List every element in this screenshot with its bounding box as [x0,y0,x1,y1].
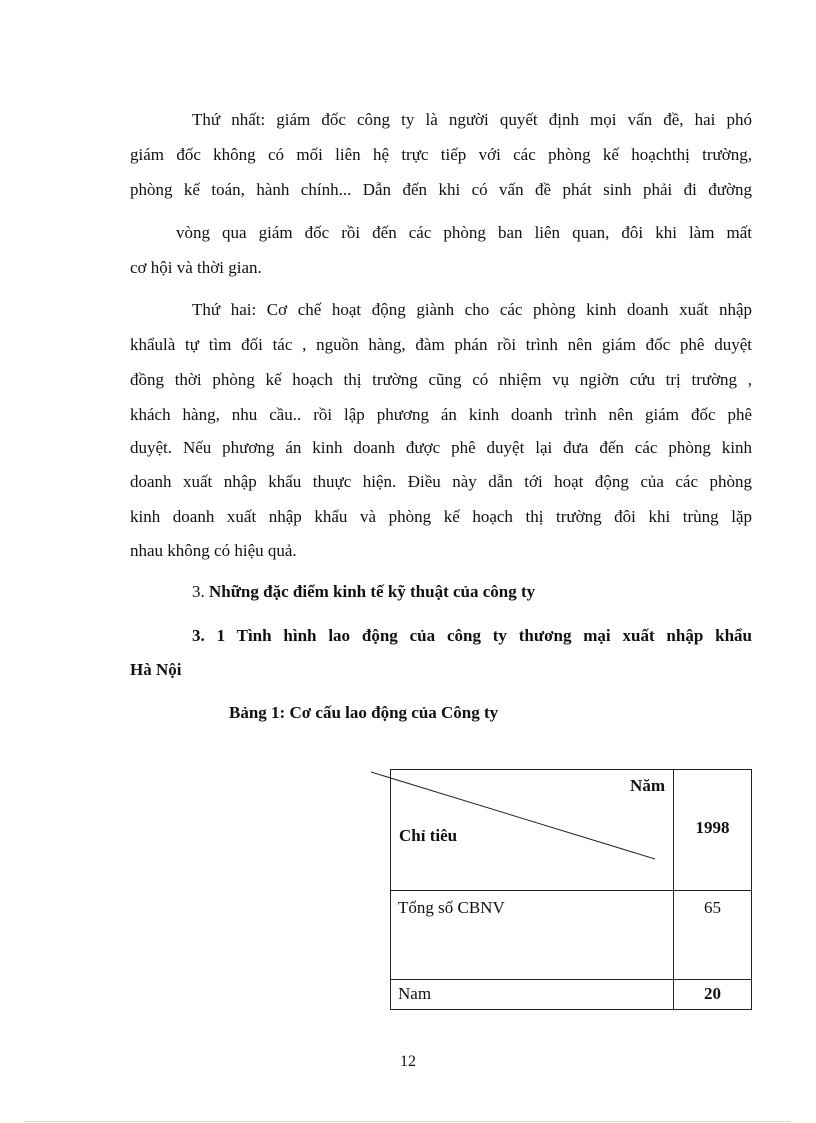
row-value: 20 [704,984,721,1003]
row-label: Nam [398,984,432,1003]
section-number: 3. [192,582,205,601]
text-line: cơ hội và thời gian. [130,258,262,277]
header-corner-cell [391,770,674,891]
table-caption: Bảng 1: Cơ cấu lao động của Công ty [229,703,499,722]
section-title: Những đặc điểm kinh tế kỹ thuật của công ty [209,582,536,601]
text-line: khách hàng, nhu cầu.. rồi lập phương án kinh doanh trình nên giám đốc phê [130,405,752,424]
table-row [391,891,752,980]
header-row-label: Chỉ tiêu [399,826,458,845]
row-value-cell [674,891,752,980]
labor-structure-table [390,769,752,1010]
page-number: 12 [400,1053,416,1070]
text-line: doanh xuất nhập khẩu thuực hiện. Điều này dẫn tới hoạt động của các phòng [130,472,752,491]
subsection-heading-cont: Hà Nội [130,660,182,679]
row-value-cell [674,980,752,1010]
text-line: khẩulà tự tìm đối tác , nguồn hàng, đàm phán rồi trình nên giám đốc phê duyệt [130,335,752,354]
text-line: giám đốc không có mối liên hệ trực tiếp với các phòng kế hoạchthị trường, [130,145,752,164]
table-row [391,980,752,1010]
text-line: duyệt. Nếu phương án kinh doanh được phê duyệt lại đưa đến các phòng kinh [130,438,752,457]
header-year-cell [674,770,752,891]
text-line: kinh doanh xuất nhập khẩu và phòng kế hoạch thị trường đôi khi trùng lặp [130,507,752,526]
row-label: Tổng số CBNV [398,898,505,917]
table-header-row [391,770,752,891]
text-line: đồng thời phòng kế hoạch thị trường cũng có nhiệm vụ ngiờn cứu trị trường , [130,370,752,389]
text-line: vòng qua giám đốc rồi đến các phòng ban liên quan, đôi khi làm mất [176,223,752,242]
header-year-label: Năm [630,776,665,795]
text-line: phòng kế toán, hành chính... Dẫn đến khi có vấn đề phát sinh phải đi đường [130,180,752,199]
section-heading-3 [192,582,535,602]
row-value: 65 [704,898,721,917]
row-label-cell [391,891,674,980]
text-line: Thứ hai: Cơ chế hoạt động giành cho các phòng kinh doanh xuất nhập [192,300,752,319]
subsection-heading: 3. 1 Tình hình lao động của công ty thương mại xuất nhập khẩu [192,626,752,645]
text-line: Thứ nhất: giám đốc công ty là người quyết định mọi vấn đề, hai phó [192,110,752,129]
year-1998: 1998 [695,818,730,837]
row-label-cell [391,980,674,1010]
text-line: nhau không có hiệu quả. [130,541,297,560]
page-bottom-divider [25,1121,790,1122]
